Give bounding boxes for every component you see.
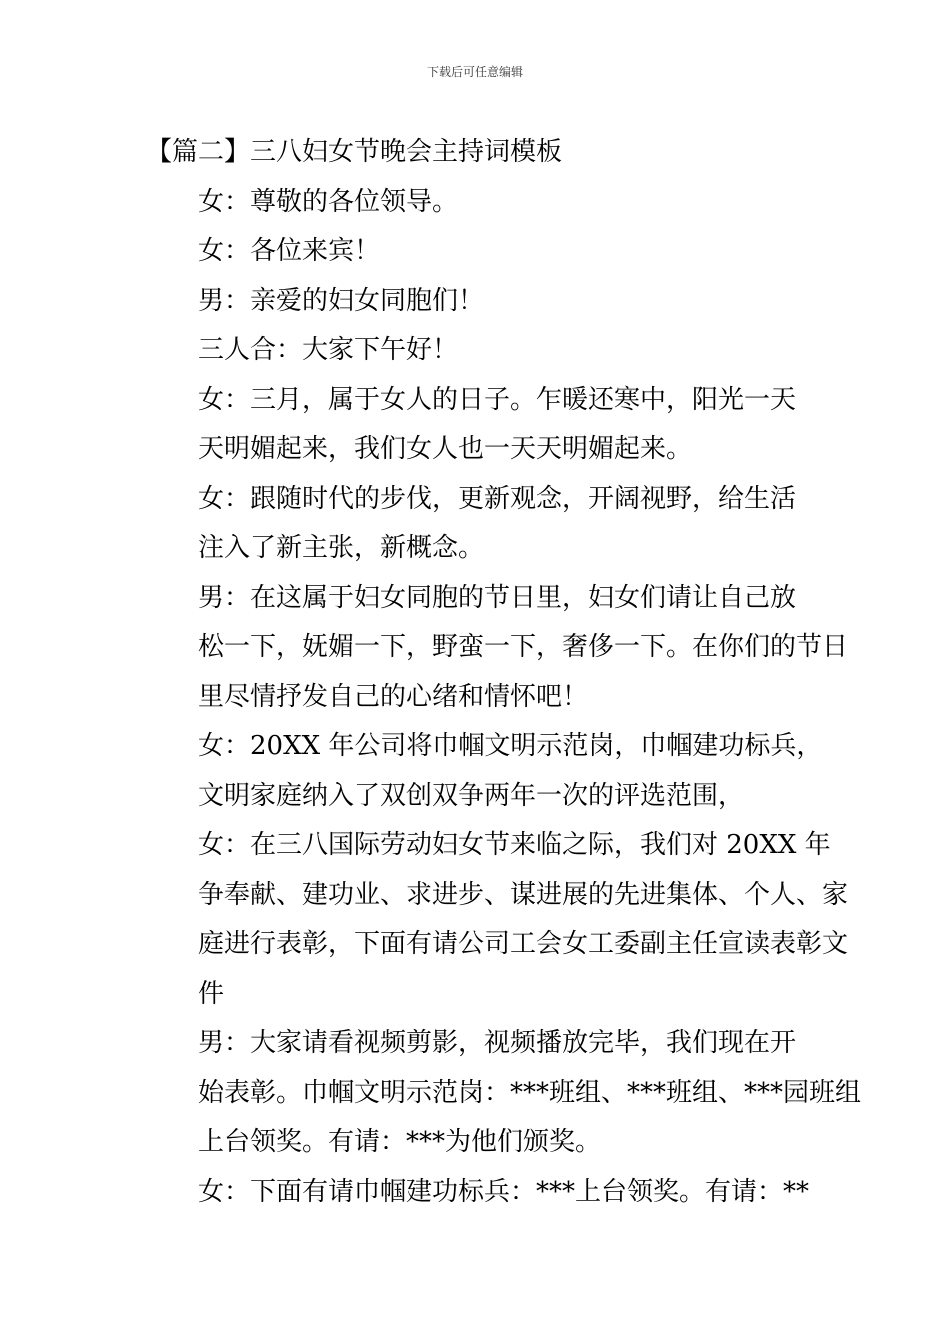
paragraph-line: 女：跟随时代的步伐，更新观念，开阔视野，给生活 [198,483,797,514]
paragraph-line: 女：各位来宾！ [198,236,381,266]
paragraph-line: 始表彰。巾帼文明示范岗：***班组、***班组、***园班组 [198,1077,862,1108]
paragraph [146,475,808,574]
paragraph [146,227,808,277]
paragraph-line: 女：20XX 年公司将巾帼文明示范岗，巾帼建功标兵， [198,731,823,761]
paragraph-line: 女：三月，属于女人的日子。乍暖还寒中，阳光一天 [198,384,797,415]
paragraph-line: 三人合：大家下午好！ [198,335,459,365]
paragraph-line: 文明家庭纳入了双创双争两年一次的评选范围， [198,780,745,811]
paragraph [146,178,808,228]
paragraph [146,326,808,376]
paragraph-line: 上台领奖。有请：***为他们颁奖。 [198,1127,602,1157]
paragraph-line: 男：大家请看视频剪影，视频播放完毕，我们现在开 [198,1028,797,1058]
paragraph [146,821,849,1019]
paragraph-line: 松一下，妩媚一下，野蛮一下，奢侈一下。在你们的节日 [198,632,849,662]
paragraph [146,1168,808,1218]
paragraph [146,574,849,723]
paragraph-line: 女：在三八国际劳动妇女节来临之际，我们对 20XX 年 [198,830,831,860]
document-title: 【篇二】三八妇女节晚会主持词模板 [146,137,563,167]
paragraph-line: 男：在这属于妇女同胞的节日里，妇女们请让自己放 [198,582,797,613]
paragraph-line: 庭进行表彰，下面有请公司工会女工委副主任宣读表彰文 [198,929,849,959]
paragraph-line: 件 [198,978,225,1009]
paragraph-line: 争奉献、建功业、求进步、谋进展的先进集体、个人、家 [198,879,849,910]
paragraph [146,376,808,475]
paragraph [146,1019,862,1168]
paragraph [146,277,808,327]
document-body [146,128,862,1217]
page-header-note: 下载后可任意编辑 [426,65,523,79]
paragraph [146,722,823,821]
paragraph-line: 里尽情抒发自己的心绪和情怀吧！ [198,681,589,712]
paragraph-line: 男：亲爱的妇女同胞们！ [198,285,485,316]
paragraph-line: 注入了新主张，新概念。 [198,533,485,563]
paragraph-line: 天明媚起来，我们女人也一天天明媚起来。 [198,434,693,464]
paragraph-line: 女：尊敬的各位领导。 [198,186,459,217]
paragraph-line: 女：下面有请巾帼建功标兵：***上台领奖。有请：** [198,1176,810,1207]
